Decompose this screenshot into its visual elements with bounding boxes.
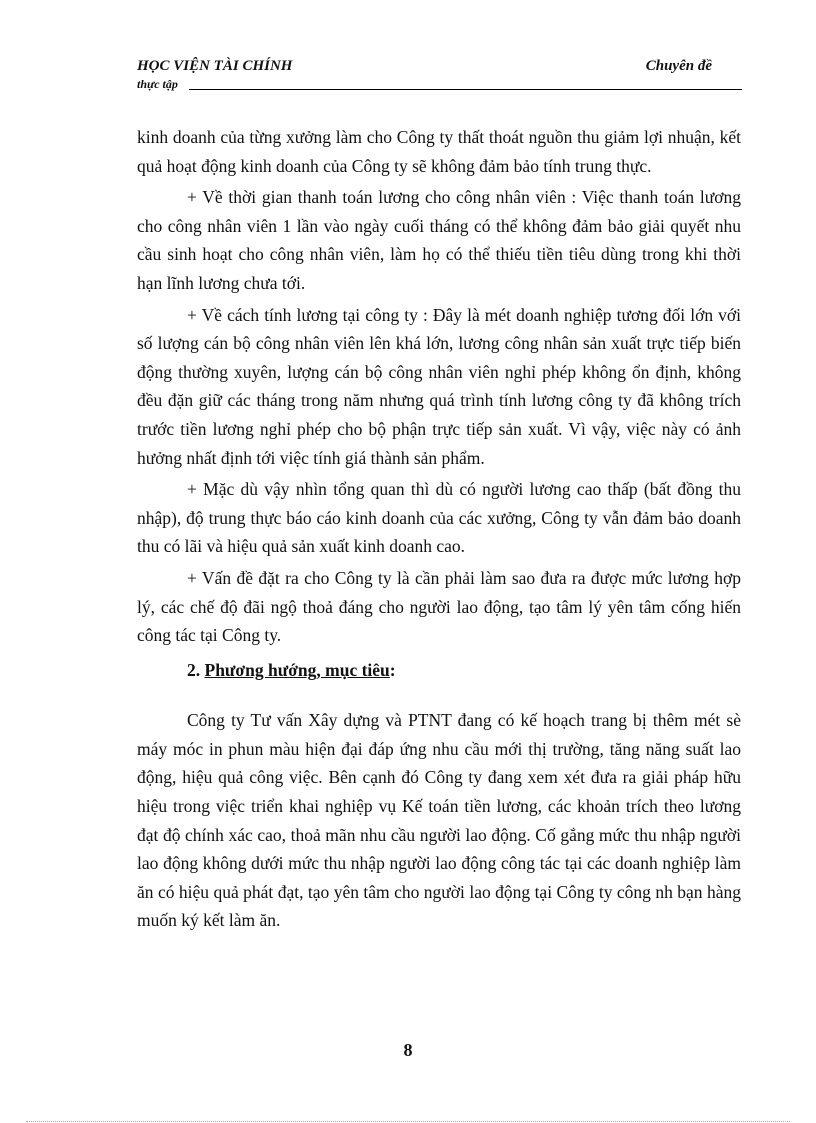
header-document-type: Chuyên đề (645, 58, 712, 74)
page-number: 8 (403, 1040, 413, 1060)
section-number: 2. (187, 659, 201, 680)
paragraph-salary-calculation: + Về cách tính lương tại công ty : Đây là mét doanh nghiệp tương đối lớn với số lượng cán bộ công nhân viên lên khá lớn, lương công nhân sản xuất trực tiếp biến động thường xuyên, lượng cán bộ công nhân viên nghỉ phép không ổn định, không đều đặn giữ các tháng trong năm nhưng quá trình tính lương công ty đã không trích trước tiền lương nghỉ phép cho bộ phận trực tiếp sản xuất. Vì vậy, việc này có ảnh hưởng nhất định tới việc tính giá thành sản phẩm. (137, 304, 741, 468)
paragraph-issue: + Vấn đề đặt ra cho Công ty là cần phải làm sao đưa ra được mức lương hợp lý, các chế độ đãi ngộ thoả đáng cho người lao động, tạo tâm lý yên tâm cống hiến công tác tại Công ty. (137, 567, 741, 646)
page-bottom-border (26, 1121, 790, 1122)
header-institution: HỌC VIỆN TÀI CHÍNH (137, 58, 293, 74)
paragraph-direction: Công ty Tư vấn Xây dựng và PTNT đang có kế hoạch trang bị thêm mét sè máy móc in phun màu hiện đại đáp ứng nhu cầu mới thị trường, tăng năng suất lao động, hiệu quả công việc. Bên cạnh đó Công ty đang xem xét đưa ra giải pháp hữu hiệu trong việc triển khai nghiệp vụ Kế toán tiền lương, các khoản trích theo lương đạt độ chính xác cao, thoả mãn nhu cầu người lao động. Cố gắng mức thu nhập người lao động không dưới mức thu nhập người lao động công tác tại các doanh nghiệp làm ăn có hiệu quả phát đạt, tạo yên tâm cho người lao động tại Công ty công nh bạn hàng muốn ký kết làm ăn. (137, 710, 741, 931)
paragraph-payment-time: + Về thời gian thanh toán lương cho công nhân viên : Việc thanh toán lương cho công nhân viên 1 lần vào ngày cuối tháng có thể không đảm bảo giải quyết nhu cầu sinh hoạt cho công nhân viên, làm họ có thể thiếu tiền tiêu dùng trong khi thời hạn lĩnh lương chưa tới. (137, 187, 741, 293)
section-colon: : (389, 659, 396, 680)
page-header (137, 58, 742, 92)
section-heading (137, 656, 741, 685)
paragraph-continuation: kinh doanh của từng xưởng làm cho Công ty thất thoát nguồn thu giảm lợi nhuận, kết quả hoạt động kinh doanh của Công ty sẽ không đảm bảo tính trung thực. (137, 127, 741, 176)
section-title: Phương hướng, mục tiêu (204, 659, 390, 680)
header-rule (189, 89, 742, 90)
header-institution-continued: thực tập (137, 77, 178, 91)
paragraph-overview: + Mặc dù vậy nhìn tổng quan thì dù có người lương cao thấp (bất đồng thu nhập), độ trung thực báo cáo kinh doanh của các xưởng, Công ty vẫn đảm bảo doanh thu có lãi và hiệu quả sản xuất kinh doanh cao. (137, 479, 741, 557)
page-body (137, 123, 741, 938)
